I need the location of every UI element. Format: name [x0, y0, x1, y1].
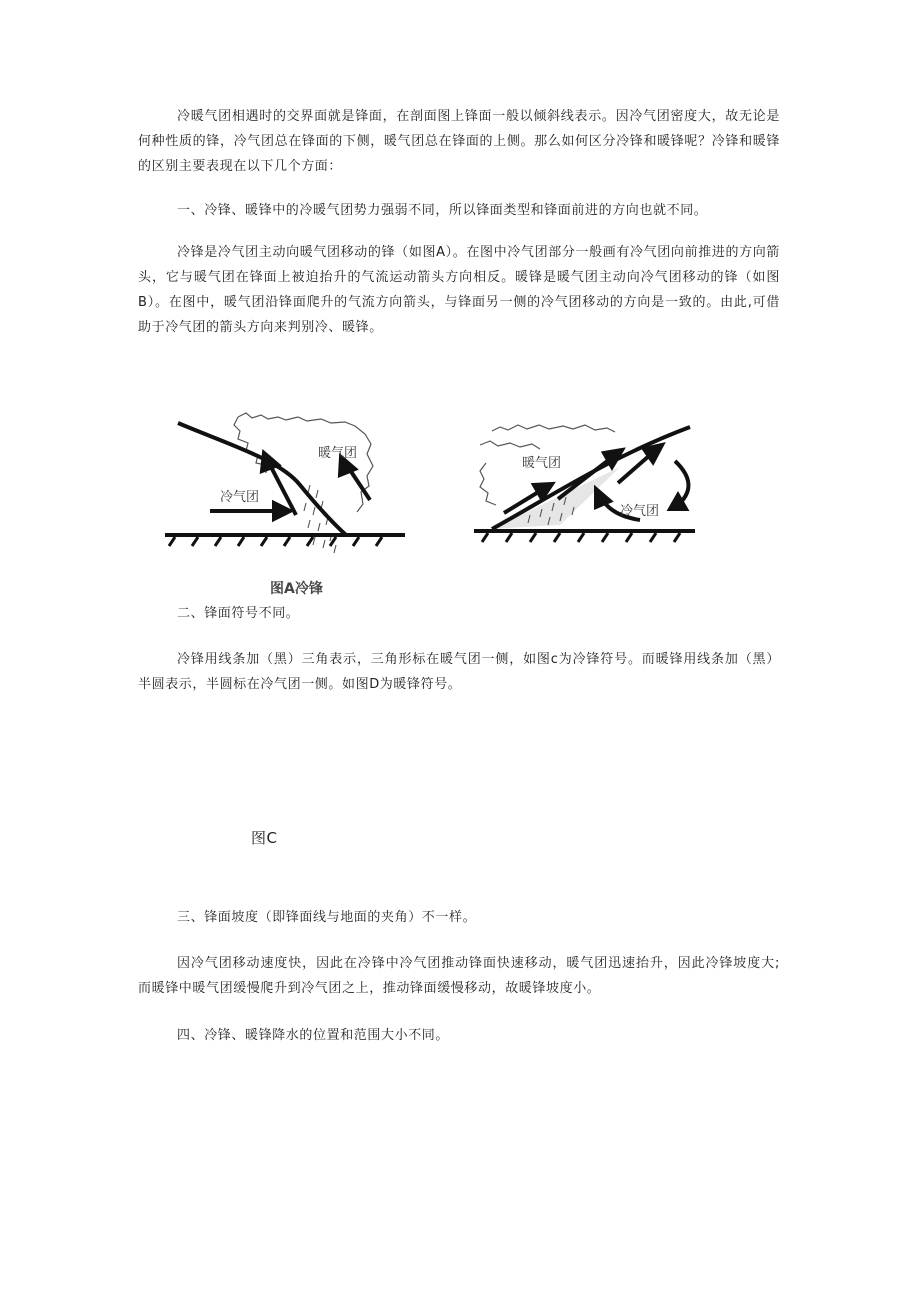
rising-air-arrow-head — [262, 453, 278, 471]
warm-air-label: 暖气团 — [318, 446, 358, 461]
cold-air-arrow-head — [274, 503, 290, 519]
point-two-paragraph: 冷锋用线条加（黑）三角表示，三角形标在暖气团一侧，如图c为冷锋符号。而暖锋用线条加（黑）半圆表示，半圆标在冷气团一侧。如图D为暖锋符号。 — [138, 652, 780, 692]
warm-front-diagram — [470, 405, 700, 555]
ground — [474, 531, 695, 542]
cold-air-label: 冷气团 — [220, 490, 260, 505]
point-four-heading: 四、冷锋、暖锋降水的位置和范围大小不同。 — [177, 1028, 450, 1043]
ground — [165, 535, 405, 546]
warm-air-label: 暖气团 — [522, 456, 562, 471]
point-two-heading: 二、锋面符号不同。 — [177, 606, 300, 621]
point-one-paragraph: 冷锋是冷气团主动向暖气团移动的锋（如图A）。在图中冷气团部分一般画有冷气团向前推进的方向箭头，它与暖气团在锋面上被迫抬升的气流运动箭头方向相反。暖锋是暖气团主动向冷气团移动的锋（如图B）。在图中，暖气团沿锋面爬升的气流方向箭头，与锋面另一侧的冷气团移动的方向是一致的。由此,可借助于冷气团的箭头方向来判别冷、暖锋。 — [138, 245, 780, 335]
point-one-heading: 一、冷锋、暖锋中的冷暖气团势力强弱不同，所以锋面类型和锋面前进的方向也就不同。 — [177, 203, 708, 218]
cold-air-label: 冷气团 — [620, 504, 660, 519]
figure-a-caption: 图A冷锋 — [270, 581, 323, 597]
warm-front-line — [492, 427, 690, 529]
point-three-paragraph: 因冷气团移动速度快，因此在冷锋中冷气团推动锋面快速移动，暖气团迅速抬升，因此冷锋坡度大;而暖锋中暖气团缓慢爬升到冷气团之上，推动锋面缓慢移动，故暖锋坡度小。 — [138, 956, 780, 996]
warm-air-arrow-3 — [618, 455, 650, 483]
point-three-heading: 三、锋面坡度（即锋面线与地面的夹角）不一样。 — [177, 910, 477, 925]
figure-c-caption: 图C — [251, 829, 278, 847]
cold-front-line — [178, 423, 346, 535]
intro-paragraph: 冷暖气团相遇时的交界面就是锋面，在剖面图上锋面一般以倾斜线表示。因冷气团密度大，故无论是何种性质的锋，冷气团总在锋面的下侧，暖气团总在锋面的上侧。那么如何区分冷锋和暖锋呢？冷锋和暖锋的区别主要表现在以下几个方面： — [138, 109, 780, 174]
cold-front-diagram — [160, 405, 410, 600]
